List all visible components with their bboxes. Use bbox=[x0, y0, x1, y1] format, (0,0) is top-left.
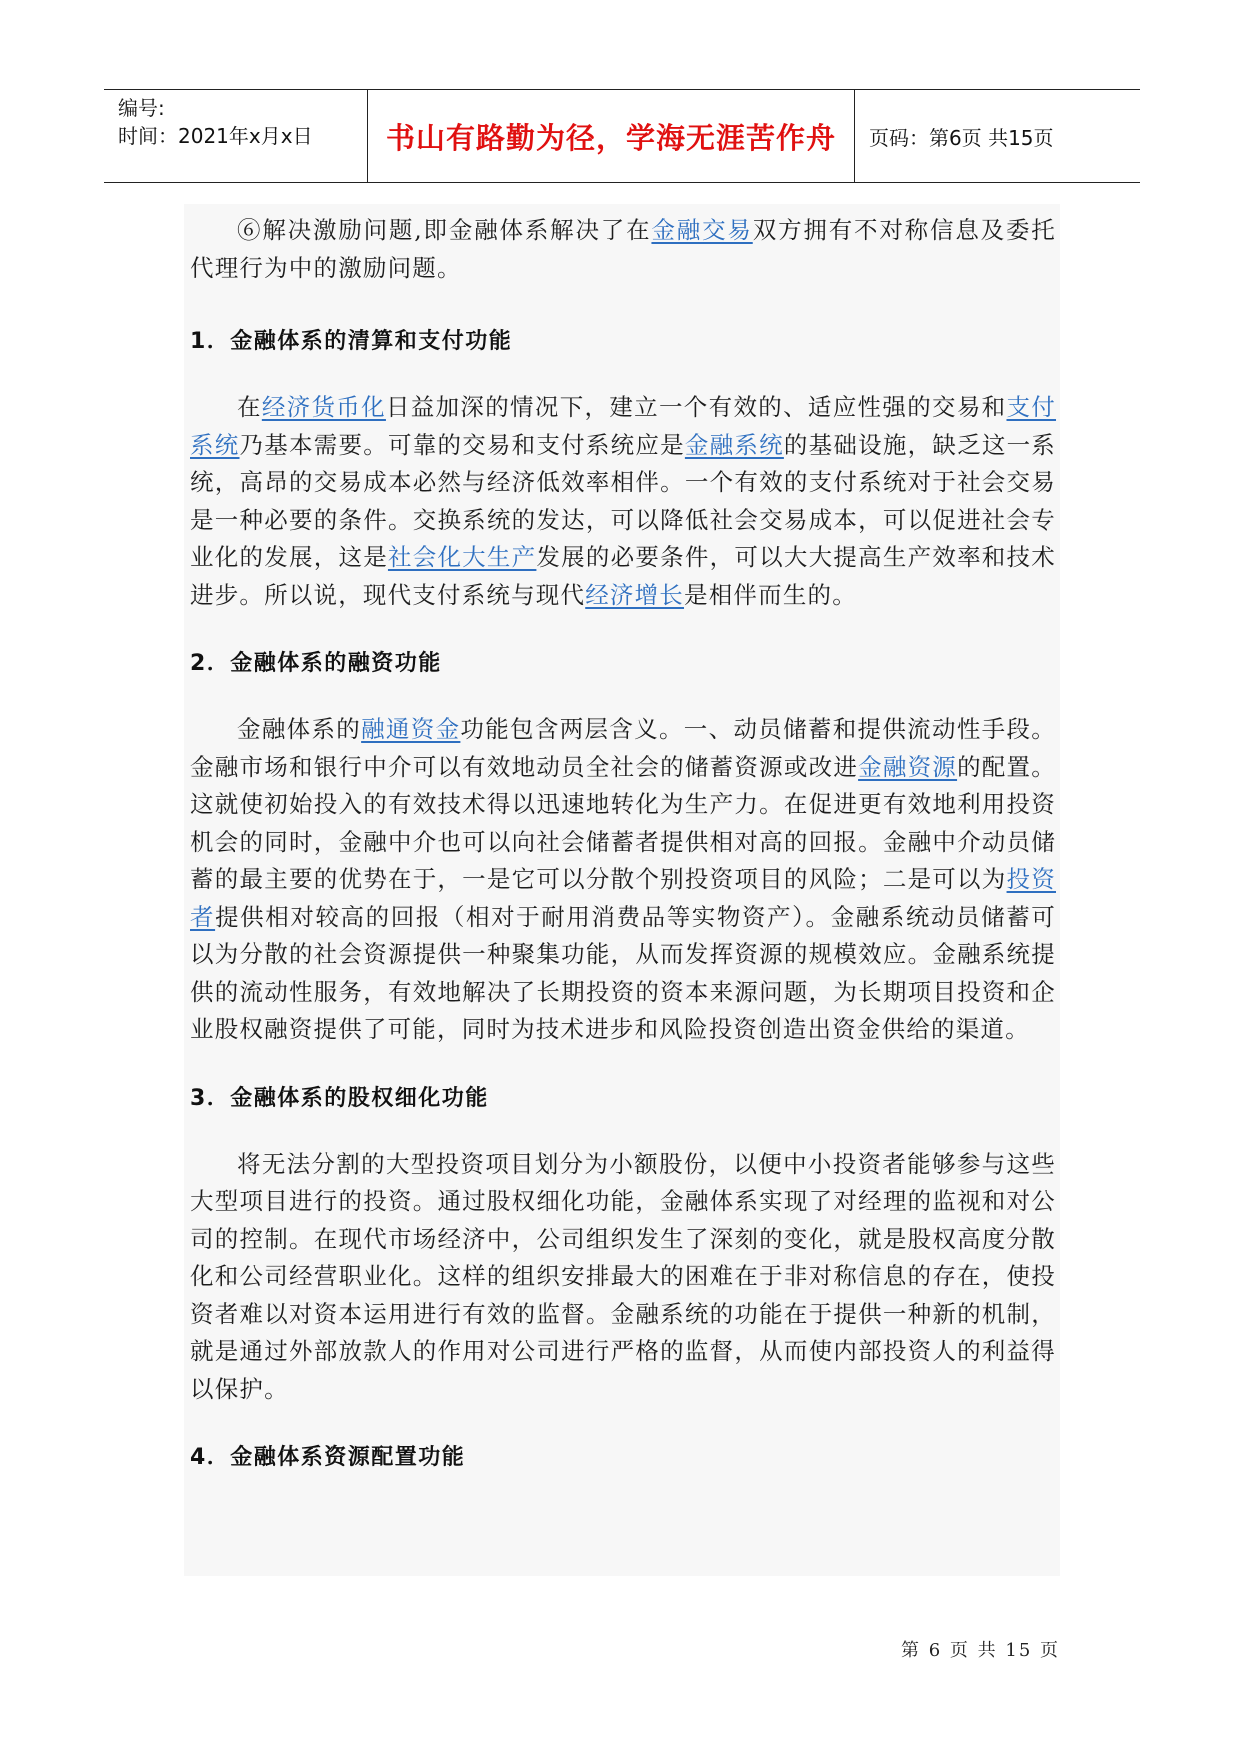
link-financial-resources[interactable]: 金融资源 bbox=[858, 752, 958, 781]
text-run: 的基础设施，缺乏这一系统，高昂的交易成本必然与经济低效率相伴。一个有效的支付系统对于社会交易是一种必要的条件。交换系统的发达，可以降低社会交易成本，可以促进社会专业化的发展，这是 bbox=[190, 430, 1057, 571]
text-run: ⑥解决激励问题,即金融体系解决了在 bbox=[237, 216, 652, 244]
text-run: 发展的必要条件，可以大大提高生产效率和技术进步。所以说，现代支付系统与现代 bbox=[190, 543, 1056, 609]
text-run: 是相伴而生的。 bbox=[684, 580, 857, 609]
motto: 书山有路勤为径，学海无涯苦作舟 bbox=[368, 90, 855, 182]
text-run: 乃基本需要。可靠的交易和支付系统应是 bbox=[239, 430, 685, 459]
section-2-paragraph bbox=[190, 711, 1056, 1049]
text-run: 的配置。这就使初始投入的有效技术得以迅速地转化为生产力。在促进更有效地利用投资机会的同时，金融中介也可以向社会储蓄者提供相对高的回报。金融中介动员储蓄的最主要的优势在于，一是它可以分散个别投资项目的风险；二是可以为 bbox=[190, 752, 1056, 893]
text-run: 在 bbox=[237, 393, 262, 421]
section-heading-4: 4．金融体系资源配置功能 bbox=[190, 1445, 466, 1470]
text-run: 金融体系的 bbox=[237, 715, 362, 743]
section-heading-1: 1．金融体系的清算和支付功能 bbox=[190, 329, 513, 354]
text-run: 功能包含两层含义。一、动员储蓄和提供流动性手段。金融市场和银行中介可以有效地动员全社会的储蓄资源或改进 bbox=[190, 715, 1056, 781]
link-financial-system[interactable]: 金融系统 bbox=[684, 430, 784, 459]
section-3-paragraph: 将无法分割的大型投资项目划分为小额股份，以便中小投资者能够参与这些大型项目进行的投资。通过股权细化功能，金融体系实现了对经理的监视和对公司的控制。在现代市场经济中，公司组织发生了深刻的变化，就是股权高度分散化和公司经营职业化。这样的组织安排最大的困难在于非对称信息的存在，使投资者难以对资本运用进行有效的监督。金融系统的功能在于提供一种新的机制，就是通过外部放款人的作用对公司进行严格的监督，从而使内部投资人的利益得以保护。 bbox=[190, 1149, 1056, 1403]
number-label: 编号: bbox=[118, 96, 165, 120]
section-heading-2: 2．金融体系的融资功能 bbox=[190, 651, 442, 676]
page-label: 页码：第6页 共15页 bbox=[869, 125, 1054, 150]
link-socialized-production[interactable]: 社会化大生产 bbox=[387, 543, 537, 571]
section-heading-3: 3．金融体系的股权细化功能 bbox=[190, 1085, 489, 1111]
link-financial-transaction[interactable]: 金融交易 bbox=[651, 216, 753, 244]
link-economic-growth[interactable]: 经济增长 bbox=[585, 580, 685, 609]
time-label: 时间：2021年x月x日 bbox=[118, 124, 313, 148]
header-meta-cell bbox=[104, 90, 368, 182]
document-body bbox=[184, 204, 1060, 1576]
link-investor[interactable]: 投资者 bbox=[190, 865, 1056, 931]
link-payment-system[interactable]: 支付系统 bbox=[190, 393, 1057, 459]
text-run: 双方拥有不对称信息及委托代理行为中的激励问题。 bbox=[190, 216, 1056, 282]
intro-paragraph bbox=[190, 212, 1056, 287]
footer-page-number: 第 6 页 共 15 页 bbox=[901, 1640, 1060, 1661]
link-fund-financing[interactable]: 融通资金 bbox=[361, 715, 461, 743]
text-run: 日益加深的情况下，建立一个有效的、适应性强的交易和 bbox=[385, 393, 1007, 421]
link-economic-monetization[interactable]: 经济货币化 bbox=[261, 393, 386, 421]
header-table bbox=[104, 89, 1140, 183]
text-run: 提供相对较高的回报（相对于耐用消费品等实物资产）。金融系统动员储蓄可以为分散的社会资源提供一种聚集功能，从而发挥资源的规模效应。金融系统提供的流动性服务，有效地解决了长期投资的资本来源问题，为长期项目投资和企业股权融资提供了可能，同时为技术进步和风险投资创造出资金供给的渠道。 bbox=[190, 902, 1056, 1043]
section-1-paragraph bbox=[190, 389, 1056, 614]
